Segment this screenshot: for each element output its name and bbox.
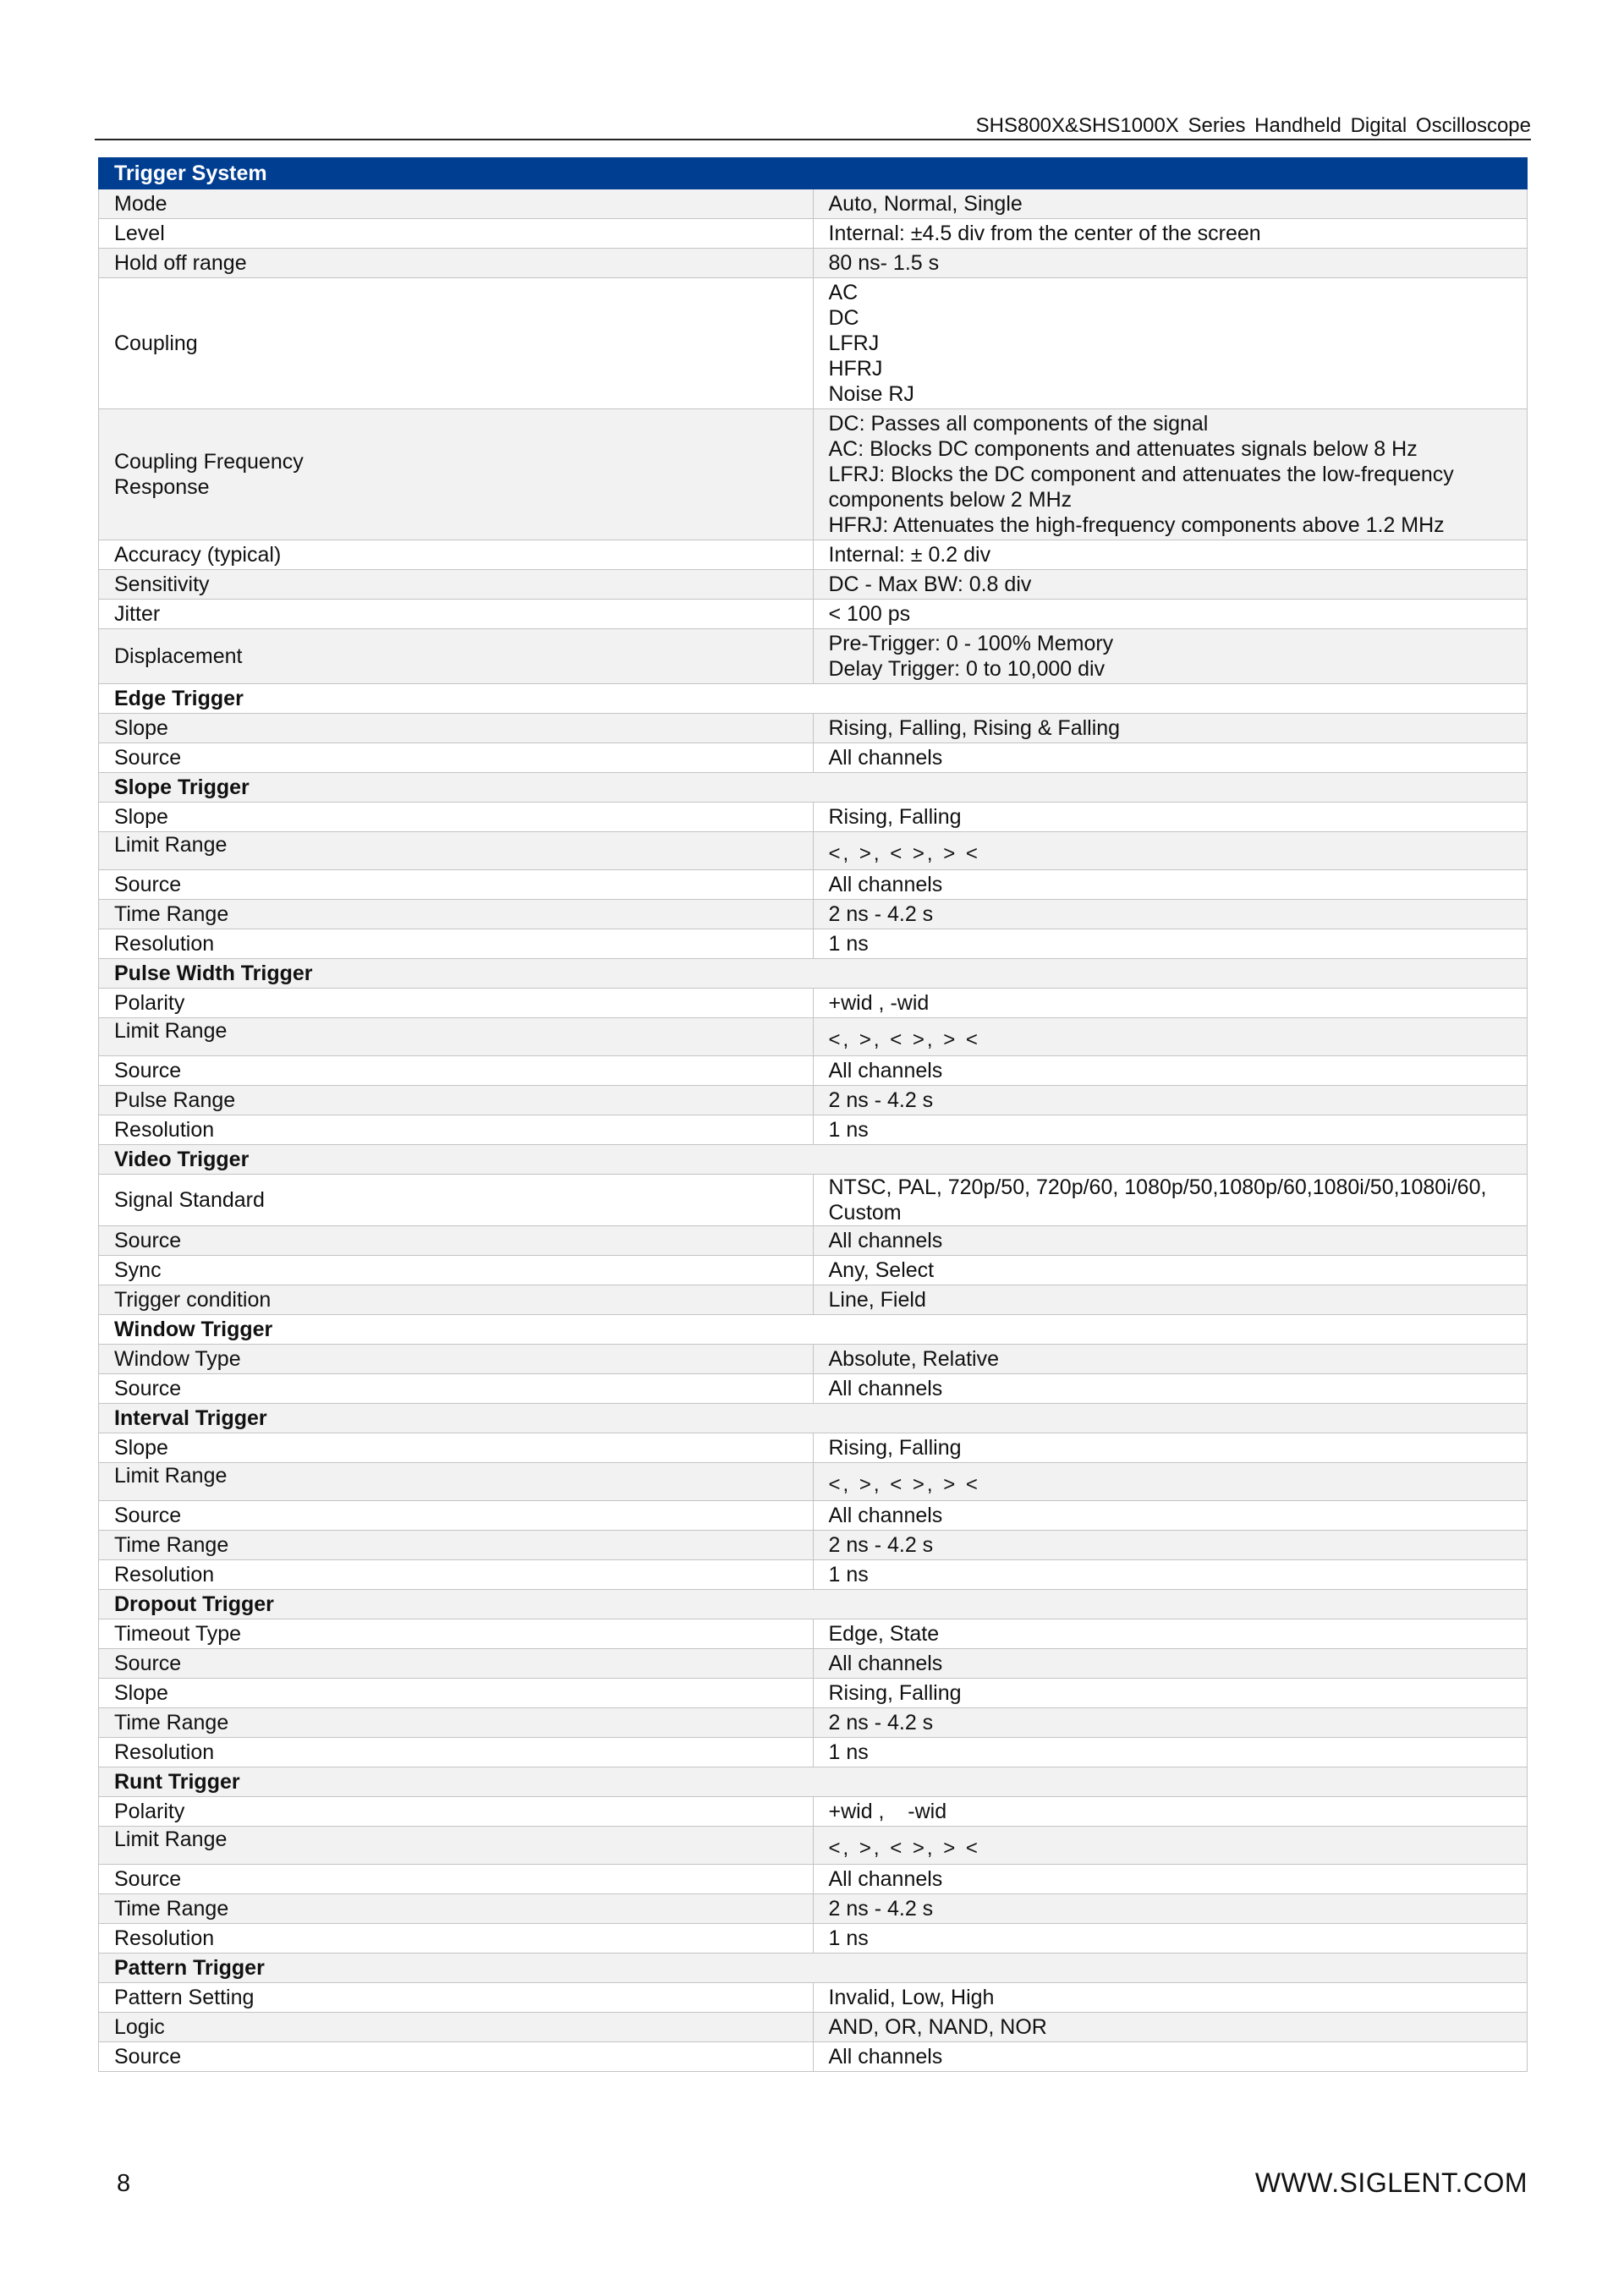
value-line: components below 2 MHz	[828, 488, 1073, 512]
param-value: 2 ns - 4.2 s	[813, 1531, 1528, 1560]
section-heading-row	[99, 1954, 1528, 1983]
param-value: 1 ns	[813, 1560, 1528, 1590]
param-value: Invalid, Low, High	[813, 1983, 1528, 2013]
table-row	[99, 409, 1528, 540]
param-label: Time Range	[99, 1531, 814, 1560]
param-label: Slope	[99, 803, 814, 832]
page-number: 8	[117, 2170, 131, 2197]
param-value: Line, Field	[813, 1285, 1528, 1315]
table-row	[99, 1531, 1528, 1560]
param-value: <, >, < >, > <	[813, 1827, 1528, 1865]
table-row	[99, 1649, 1528, 1679]
page-header	[95, 108, 1531, 140]
section-heading: Edge Trigger	[99, 684, 1528, 714]
param-value: Any, Select	[813, 1256, 1528, 1285]
section-heading: Runt Trigger	[99, 1767, 1528, 1797]
table-row	[99, 1619, 1528, 1649]
table-row	[99, 1894, 1528, 1924]
section-heading-row	[99, 1590, 1528, 1619]
param-value: Edge, State	[813, 1619, 1528, 1649]
param-label: Displacement	[99, 629, 814, 684]
section-heading-row	[99, 684, 1528, 714]
table-row	[99, 189, 1528, 219]
table-row	[99, 1256, 1528, 1285]
param-value: +wid , -wid	[813, 1797, 1528, 1827]
param-label: Source	[99, 2042, 814, 2072]
param-value-multiline	[813, 629, 1528, 684]
param-label: Trigger condition	[99, 1285, 814, 1315]
param-label: Logic	[99, 2013, 814, 2042]
param-value: Rising, Falling	[813, 803, 1528, 832]
table-row	[99, 714, 1528, 743]
section-heading: Slope Trigger	[99, 773, 1528, 803]
param-label: Resolution	[99, 1115, 814, 1145]
param-label: Resolution	[99, 929, 814, 959]
table-row	[99, 570, 1528, 600]
param-value: Absolute, Relative	[813, 1345, 1528, 1374]
param-value: 80 ns- 1.5 s	[813, 249, 1528, 278]
param-label: Pattern Setting	[99, 1983, 814, 2013]
table-row	[99, 1501, 1528, 1531]
table-row	[99, 1827, 1528, 1865]
param-label: Signal Standard	[99, 1175, 814, 1226]
table-row	[99, 1345, 1528, 1374]
table-row	[99, 278, 1528, 409]
param-value: <, >, < >, > <	[813, 1018, 1528, 1056]
param-value: All channels	[813, 2042, 1528, 2072]
table-row	[99, 1708, 1528, 1738]
section-heading: Interval Trigger	[99, 1404, 1528, 1433]
param-label: Time Range	[99, 1894, 814, 1924]
param-value: 2 ns - 4.2 s	[813, 1086, 1528, 1115]
table-row	[99, 1226, 1528, 1256]
param-label: Sync	[99, 1256, 814, 1285]
param-value: < 100 ps	[813, 600, 1528, 629]
trigger-system-spec-table	[98, 157, 1528, 2072]
param-label: Resolution	[99, 1924, 814, 1954]
table-row	[99, 1797, 1528, 1827]
value-line: Delay Trigger: 0 to 10,000 div	[828, 657, 1106, 681]
param-label: Timeout Type	[99, 1619, 814, 1649]
label-line: Response	[114, 475, 210, 499]
table-row	[99, 1679, 1528, 1708]
param-label: Window Type	[99, 1345, 814, 1374]
param-label: Coupling	[99, 278, 814, 409]
table-row	[99, 1433, 1528, 1463]
document-title: SHS800X&SHS1000X Series Handheld Digital Oscilloscope	[975, 114, 1531, 137]
param-label: Jitter	[99, 600, 814, 629]
param-value: 2 ns - 4.2 s	[813, 1708, 1528, 1738]
param-label: Source	[99, 1374, 814, 1404]
param-label: Source	[99, 870, 814, 900]
value-line: AC	[828, 281, 859, 304]
section-heading: Video Trigger	[99, 1145, 1528, 1175]
param-label: Limit Range	[99, 832, 814, 870]
param-label: Resolution	[99, 1560, 814, 1590]
section-heading-row	[99, 1767, 1528, 1797]
param-value: All channels	[813, 1501, 1528, 1531]
param-label: Accuracy (typical)	[99, 540, 814, 570]
param-label: Limit Range	[99, 1463, 814, 1501]
param-label: Source	[99, 743, 814, 773]
value-line: HFRJ	[828, 357, 883, 381]
param-value: Rising, Falling, Rising & Falling	[813, 714, 1528, 743]
param-label: Limit Range	[99, 1827, 814, 1865]
param-value-multiline	[813, 278, 1528, 409]
table-row	[99, 629, 1528, 684]
param-label: Slope	[99, 714, 814, 743]
param-label: Source	[99, 1056, 814, 1086]
section-heading: Window Trigger	[99, 1315, 1528, 1345]
param-label: Source	[99, 1649, 814, 1679]
param-value: <, >, < >, > <	[813, 1463, 1528, 1501]
table-row	[99, 989, 1528, 1018]
table-row	[99, 1924, 1528, 1954]
param-value: All channels	[813, 1865, 1528, 1894]
section-heading-row	[99, 773, 1528, 803]
table-row	[99, 1983, 1528, 2013]
table-row	[99, 832, 1528, 870]
table-title-row	[99, 158, 1528, 189]
param-label: Slope	[99, 1679, 814, 1708]
value-line: DC	[828, 306, 859, 330]
section-heading: Dropout Trigger	[99, 1590, 1528, 1619]
table-row	[99, 803, 1528, 832]
param-label: Pulse Range	[99, 1086, 814, 1115]
section-heading-row	[99, 1315, 1528, 1345]
value-line: DC: Passes all components of the signal	[828, 412, 1209, 436]
param-value: All channels	[813, 1374, 1528, 1404]
param-value-multiline	[813, 409, 1528, 540]
param-value: All channels	[813, 1056, 1528, 1086]
table-row	[99, 2042, 1528, 2072]
param-value: +wid , -wid	[813, 989, 1528, 1018]
param-value: <, >, < >, > <	[813, 832, 1528, 870]
table-row	[99, 540, 1528, 570]
param-value: Rising, Falling	[813, 1679, 1528, 1708]
param-label: Hold off range	[99, 249, 814, 278]
table-row	[99, 1560, 1528, 1590]
table-row	[99, 870, 1528, 900]
param-value: 1 ns	[813, 1924, 1528, 1954]
param-value: 1 ns	[813, 1738, 1528, 1767]
section-heading-row	[99, 1404, 1528, 1433]
param-value: Rising, Falling	[813, 1433, 1528, 1463]
value-line: AC: Blocks DC components and attenuates signals below 8 Hz	[828, 437, 1418, 461]
table-row	[99, 1086, 1528, 1115]
param-label: Resolution	[99, 1738, 814, 1767]
table-row	[99, 1175, 1528, 1226]
table-row	[99, 1374, 1528, 1404]
label-line: Coupling Frequency	[114, 450, 304, 474]
param-label: Time Range	[99, 1708, 814, 1738]
param-label: Slope	[99, 1433, 814, 1463]
param-value: All channels	[813, 1226, 1528, 1256]
section-heading-row	[99, 1145, 1528, 1175]
table-row	[99, 600, 1528, 629]
param-label-multiline	[99, 409, 814, 540]
param-value: NTSC, PAL, 720p/50, 720p/60, 1080p/50,1080p/60,1080i/50,1080i/60, Custom	[813, 1175, 1528, 1226]
param-label: Polarity	[99, 1797, 814, 1827]
param-label: Time Range	[99, 900, 814, 929]
param-label: Limit Range	[99, 1018, 814, 1056]
param-label: Source	[99, 1865, 814, 1894]
param-value: All channels	[813, 743, 1528, 773]
table-row	[99, 1018, 1528, 1056]
table-row	[99, 1738, 1528, 1767]
section-heading: Pattern Trigger	[99, 1954, 1528, 1983]
table-row	[99, 249, 1528, 278]
table-row	[99, 929, 1528, 959]
param-value: Auto, Normal, Single	[813, 189, 1528, 219]
table-row	[99, 1865, 1528, 1894]
param-label: Source	[99, 1226, 814, 1256]
param-value: 2 ns - 4.2 s	[813, 1894, 1528, 1924]
param-value: All channels	[813, 870, 1528, 900]
table-row	[99, 1115, 1528, 1145]
section-heading: Pulse Width Trigger	[99, 959, 1528, 989]
param-value: 1 ns	[813, 929, 1528, 959]
website-url: WWW.SIGLENT.COM	[1254, 2167, 1528, 2198]
param-label: Source	[99, 1501, 814, 1531]
table-row	[99, 219, 1528, 249]
param-value: AND, OR, NAND, NOR	[813, 2013, 1528, 2042]
param-value: All channels	[813, 1649, 1528, 1679]
param-value: 2 ns - 4.2 s	[813, 900, 1528, 929]
value-line: LFRJ: Blocks the DC component and attenuates the low-frequency	[828, 463, 1454, 486]
param-label: Sensitivity	[99, 570, 814, 600]
table-row	[99, 1056, 1528, 1086]
table-row	[99, 1463, 1528, 1501]
table-row	[99, 900, 1528, 929]
value-line: Noise RJ	[828, 382, 914, 406]
value-line: LFRJ	[828, 332, 880, 355]
value-line: Pre-Trigger: 0 - 100% Memory	[828, 632, 1114, 655]
param-value: 1 ns	[813, 1115, 1528, 1145]
param-label: Mode	[99, 189, 814, 219]
param-value: DC - Max BW: 0.8 div	[813, 570, 1528, 600]
param-value: Internal: ± 0.2 div	[813, 540, 1528, 570]
table-row	[99, 1285, 1528, 1315]
value-line: HFRJ: Attenuates the high-frequency components above 1.2 MHz	[828, 513, 1445, 537]
param-label: Polarity	[99, 989, 814, 1018]
table-title: Trigger System	[99, 158, 1528, 189]
section-heading-row	[99, 959, 1528, 989]
param-label: Level	[99, 219, 814, 249]
table-row	[99, 2013, 1528, 2042]
table-row	[99, 743, 1528, 773]
param-value: Internal: ±4.5 div from the center of the screen	[813, 219, 1528, 249]
